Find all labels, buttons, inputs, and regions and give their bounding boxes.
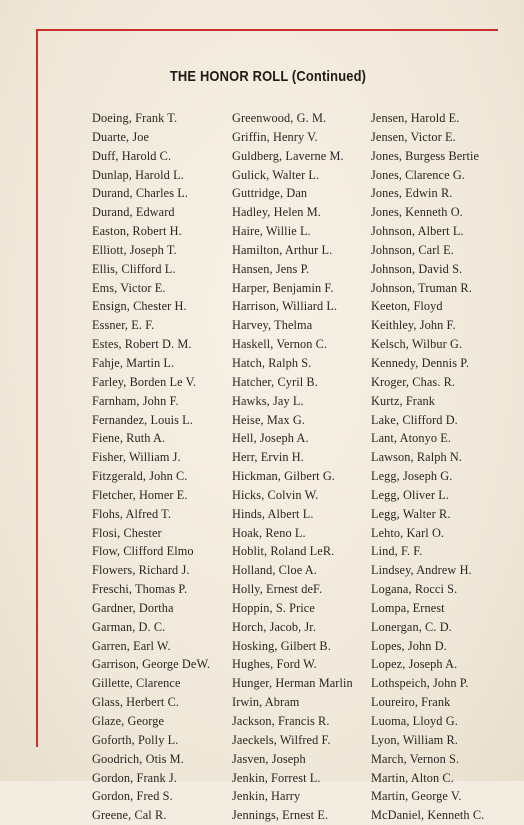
name-entry: Hunger, Herman Marlin [232, 676, 353, 691]
name-entry: Farnham, John F. [92, 393, 179, 408]
name-entry: Hamilton, Arthur L. [232, 242, 333, 257]
name-entry: Gulick, Walter L. [232, 167, 320, 182]
name-entry: Harper, Benjamin F. [232, 280, 334, 295]
name-entry: Legg, Oliver L. [371, 487, 449, 502]
name-entry: Fitzgerald, John C. [92, 469, 188, 484]
name-entry: Kurtz, Frank [371, 393, 436, 408]
name-entry: Hoak, Reno L. [232, 525, 306, 540]
name-entry: McDaniel, Kenneth C. [371, 808, 485, 823]
name-entry: Garrison, George DeW. [92, 657, 211, 672]
name-entry: Dunlap, Harold L. [92, 167, 184, 182]
name-entry: Heise, Max G. [232, 412, 306, 427]
name-entry: Duarte, Joe [92, 129, 150, 144]
name-entry: Jasven, Joseph [232, 751, 306, 766]
name-entry: Lant, Atonyo E. [371, 431, 452, 446]
names-column-2 [232, 109, 353, 825]
left-red-rule [36, 29, 38, 747]
name-entry: Fernandez, Louis L. [92, 412, 193, 427]
name-entry: Freschi, Thomas P. [92, 582, 188, 597]
name-entry: Legg, Walter R. [371, 506, 451, 521]
name-entry: Kennedy, Dennis P. [371, 355, 470, 370]
name-entry: Doeing, Frank T. [92, 111, 178, 125]
name-entry: Hickman, Gilbert G. [232, 469, 335, 484]
name-entry: Greene, Cal R. [92, 808, 167, 823]
name-entry: Martin, Alton C. [371, 770, 454, 785]
name-entry: Lopez, Joseph A. [371, 657, 458, 672]
top-red-rule [36, 29, 498, 31]
names-column-1 [92, 109, 210, 825]
name-entry: Irwin, Abram [232, 695, 300, 710]
name-entry: Guttridge, Dan [232, 186, 308, 201]
name-entry: Lyon, William R. [371, 732, 458, 747]
name-entry: Flosi, Chester [92, 525, 162, 540]
name-entry: Flow, Clifford Elmo [92, 544, 194, 559]
name-entry: Garren, Earl W. [92, 638, 171, 653]
name-entry: Lehto, Karl O. [371, 525, 445, 540]
name-entry: Haire, Willie L. [232, 224, 311, 239]
name-entry: Kroger, Chas. R. [371, 374, 456, 389]
name-entry: Duff, Harold C. [92, 148, 172, 163]
name-entry: Jones, Edwin R. [371, 186, 453, 201]
name-entry: Garman, D. C. [92, 619, 166, 634]
names-column-3 [371, 109, 484, 825]
name-entry: Fisher, William J. [92, 450, 181, 465]
name-entry: Lawson, Ralph N. [371, 450, 463, 465]
name-entry: Lind, F. F. [371, 544, 423, 559]
name-entry: Elliott, Joseph T. [92, 242, 177, 257]
name-entry: Haskell, Vernon C. [232, 337, 328, 352]
name-entry: Durand, Charles L. [92, 186, 189, 201]
name-entry: Essner, E. F. [92, 318, 155, 333]
name-entry: Ellis, Clifford L. [92, 261, 176, 276]
name-entry: Glass, Herbert C. [92, 695, 180, 710]
name-entry: Flowers, Richard J. [92, 563, 190, 578]
name-entry: Horch, Jacob, Jr. [232, 619, 317, 634]
name-entry: Flohs, Alfred T. [92, 506, 172, 521]
name-entry: Holland, Cloe A. [232, 563, 317, 578]
name-entry: Hatch, Ralph S. [232, 355, 312, 370]
name-entry: Jackson, Francis R. [232, 714, 330, 728]
name-entry: Hansen, Jens P. [232, 261, 310, 276]
name-entry: Estes, Robert D. M. [92, 337, 192, 352]
name-entry: Johnson, Truman R. [371, 280, 472, 295]
name-entry: Ems, Victor E. [92, 280, 166, 295]
name-entry: Goforth, Polly L. [92, 732, 179, 747]
name-entry: Gordon, Fred S. [92, 789, 173, 804]
name-entry: Hinds, Albert L. [232, 506, 314, 521]
name-entry: Jaeckels, Wilfred F. [232, 732, 331, 747]
name-entry: Farley, Borden Le V. [92, 374, 197, 389]
name-entry: Keithley, John F. [371, 318, 456, 333]
name-entry: Ensign, Chester H. [92, 299, 187, 314]
name-entry: Hoppin, S. Price [232, 600, 315, 615]
name-entry: Lopes, John D. [371, 638, 447, 653]
name-entry: Lonergan, C. D. [371, 619, 452, 634]
name-entry: Loureiro, Frank [371, 695, 451, 710]
name-entry: Durand, Edward [92, 205, 175, 220]
name-entry: Logana, Rocci S. [371, 582, 458, 597]
name-entry: Jenkin, Forrest L. [232, 770, 321, 785]
name-entry: Herr, Ervin H. [232, 450, 304, 465]
name-entry: Keeton, Floyd [371, 299, 443, 314]
name-entry: Gardner, Dortha [92, 600, 174, 615]
name-entry: Gillette, Clarence [92, 676, 181, 691]
name-entry: Fletcher, Homer E. [92, 487, 188, 502]
name-entry: Lompa, Ernest [371, 600, 445, 615]
name-entry: Johnson, Albert L. [371, 224, 464, 239]
name-entry: Hicks, Colvin W. [232, 487, 319, 502]
name-entry: Jones, Burgess Bertie [371, 148, 480, 163]
name-entry: Jennings, Ernest E. [232, 808, 329, 823]
name-entry: Kelsch, Wilbur G. [371, 337, 463, 352]
name-entry: Jensen, Victor E. [371, 129, 456, 144]
name-entry: Hawks, Jay L. [232, 393, 304, 408]
name-entry: Hell, Joseph A. [232, 431, 309, 446]
name-entry: Hatcher, Cyril B. [232, 374, 318, 389]
name-entry: Martin, George V. [371, 789, 462, 804]
name-entry: Guldberg, Laverne M. [232, 148, 344, 163]
page-title: THE HONOR ROLL (Continued) [169, 68, 367, 85]
name-entry: Fiene, Ruth A. [92, 431, 166, 446]
name-entry: Luoma, Lloyd G. [371, 714, 458, 728]
name-entry: Hosking, Gilbert B. [232, 638, 331, 653]
name-entry: Fahje, Martin L. [92, 355, 175, 370]
name-entry: Gordon, Frank J. [92, 770, 177, 785]
name-entry: Glaze, George [92, 714, 165, 728]
name-entry: Hadley, Helen M. [232, 205, 321, 220]
name-entry: Johnson, Carl E. [371, 242, 454, 257]
name-entry: Jones, Clarence G. [371, 167, 465, 182]
name-entry: Goodrich, Otis M. [92, 751, 184, 766]
name-entry: Holly, Ernest deF. [232, 582, 323, 597]
name-entry: Jenkin, Harry [232, 789, 301, 804]
name-entry: Legg, Joseph G. [371, 469, 453, 484]
name-entry: Harvey, Thelma [232, 318, 313, 333]
name-entry: Griffin, Henry V. [232, 129, 318, 144]
name-entry: Jones, Kenneth O. [371, 205, 463, 220]
name-entry: Lothspeich, John P. [371, 676, 469, 691]
name-entry: Hoblit, Roland LeR. [232, 544, 335, 559]
name-entry: Jensen, Harold E. [371, 111, 460, 125]
name-entry: March, Vernon S. [371, 751, 460, 766]
name-entry: Hughes, Ford W. [232, 657, 317, 672]
name-entry: Lake, Clifford D. [371, 412, 458, 427]
name-entry: Easton, Robert H. [92, 224, 182, 239]
name-entry: Johnson, David S. [371, 261, 463, 276]
name-entry: Greenwood, G. M. [232, 111, 327, 125]
name-entry: Harrison, Williard L. [232, 299, 338, 314]
name-entry: Lindsey, Andrew H. [371, 563, 472, 578]
